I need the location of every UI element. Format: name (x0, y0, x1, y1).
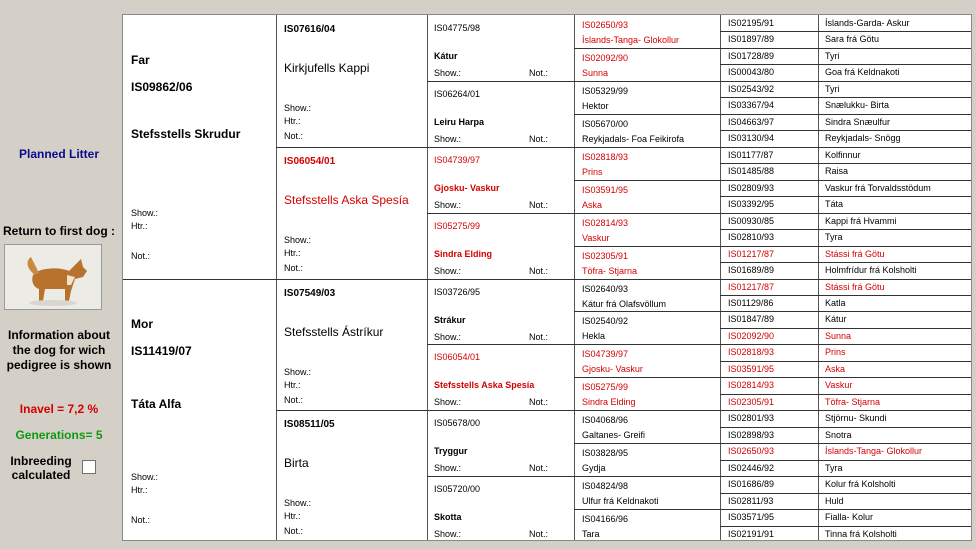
row-divider (720, 394, 972, 395)
grandparent-reg[interactable]: IS06054/01 (284, 156, 336, 167)
gen5-reg[interactable]: IS01847/89 (728, 314, 775, 324)
row-divider (720, 180, 972, 181)
column-divider (574, 15, 575, 541)
gen4-name[interactable]: Sunna (582, 68, 609, 78)
gen5-name[interactable]: Sindra Snæulfur (825, 117, 891, 127)
gen5-reg[interactable]: IS03591/95 (728, 364, 775, 374)
not-label: Not.: (284, 263, 304, 273)
gen4-reg[interactable]: IS02092/90 (582, 53, 629, 63)
gen5-reg[interactable]: IS02092/90 (728, 331, 775, 341)
great-grandparent-reg[interactable]: IS04739/97 (434, 155, 481, 165)
htr-label: Htr.: (284, 511, 301, 521)
not-label: Not.: (284, 395, 304, 405)
not-label: Not.: (529, 68, 549, 78)
gen4-name[interactable]: Vaskur (582, 233, 610, 243)
gen5-name[interactable]: Töfra- Stjarna (825, 397, 881, 407)
gen5-reg[interactable]: IS02801/93 (728, 413, 775, 423)
show-label: Show.: (434, 266, 462, 276)
gen5-name[interactable]: Íslands-Tanga- Glokollur (825, 446, 923, 456)
gen5-name[interactable]: Tyri (825, 51, 840, 61)
show-label: Show.: (434, 68, 462, 78)
great-grandparent-reg[interactable]: IS05720/00 (434, 484, 481, 494)
gen5-reg[interactable]: IS02195/91 (728, 18, 775, 28)
gen4-name[interactable]: Íslands-Tanga- Glokollur (582, 35, 680, 45)
row-divider (720, 213, 972, 214)
great-grandparent-name[interactable]: Gjosku- Vaskur (434, 183, 500, 193)
row-divider (720, 196, 972, 197)
gen4-name[interactable]: Aska (582, 200, 603, 210)
row-divider (720, 311, 972, 312)
gen4-reg[interactable]: IS04068/96 (582, 415, 629, 425)
gen5-name[interactable]: Fialla- Kolur (825, 512, 874, 522)
parent-name[interactable]: Táta Alfa (131, 397, 182, 411)
row-divider (720, 31, 972, 32)
htr-label: Htr.: (284, 248, 301, 258)
row-divider (720, 229, 972, 230)
great-grandparent-name[interactable]: Sindra Elding (434, 249, 493, 259)
great-grandparent-reg[interactable]: IS06264/01 (434, 89, 481, 99)
gen4-reg[interactable]: IS04166/96 (582, 514, 629, 524)
great-grandparent-name[interactable]: Strákur (434, 315, 466, 325)
gen5-name[interactable]: Prins (825, 347, 846, 357)
not-label: Not.: (529, 266, 549, 276)
great-grandparent-reg[interactable]: IS04775/98 (434, 23, 481, 33)
row-divider (720, 410, 972, 411)
great-grandparent-name[interactable]: Skotta (434, 512, 462, 522)
gen5-reg[interactable]: IS02543/92 (728, 84, 775, 94)
gen5-reg[interactable]: IS02898/93 (728, 430, 775, 440)
not-label: Not.: (529, 200, 549, 210)
parent-role: Far (131, 53, 150, 67)
grandparent-reg[interactable]: IS07549/03 (284, 288, 336, 299)
gen5-reg[interactable]: IS01217/87 (728, 282, 775, 292)
not-label: Not.: (131, 251, 151, 261)
show-label: Show.: (284, 235, 312, 245)
inbreeding-value: Inavel = 7,2 % (19, 402, 99, 416)
gen5-name[interactable]: Sunna (825, 331, 852, 341)
gen4-name[interactable]: Ulfur frá Keldnakoti (582, 496, 659, 506)
htr-label: Htr.: (284, 116, 301, 126)
gen5-name[interactable]: Táta (825, 199, 844, 209)
gen4-name[interactable]: Hektor (582, 101, 609, 111)
gen4-name[interactable]: Prins (582, 167, 603, 177)
row-divider (720, 130, 972, 131)
row-divider (720, 64, 972, 65)
column-divider (818, 15, 819, 541)
gen4-reg[interactable]: IS05275/99 (582, 382, 629, 392)
row-divider (720, 114, 972, 115)
gen5-name[interactable]: Kappi frá Hvammi (825, 216, 897, 226)
gen5-name[interactable]: Vaskur frá Torvaldsstödum (825, 183, 931, 193)
row-divider (720, 295, 972, 296)
gen5-reg[interactable]: IS02191/91 (728, 529, 775, 539)
gen5-name[interactable]: Íslands-Garda- Askur (825, 18, 910, 28)
show-label: Show.: (434, 397, 462, 407)
row-divider (720, 163, 972, 164)
show-label: Show.: (434, 463, 462, 473)
gen5-name[interactable]: Kátur (825, 314, 847, 324)
gen5-reg[interactable]: IS01728/89 (728, 51, 775, 61)
column-divider (720, 15, 721, 541)
gen5-reg[interactable]: IS03392/95 (728, 199, 775, 209)
gen5-name[interactable]: Sara frá Götu (825, 34, 880, 44)
gen5-name[interactable]: Aska (825, 364, 846, 374)
gen5-name[interactable]: Stássi frá Götu (825, 282, 885, 292)
row-divider (720, 526, 972, 527)
gen5-name[interactable]: Snotra (825, 430, 852, 440)
great-grandparent-name[interactable]: Tryggur (434, 446, 468, 456)
pedigree-table (122, 14, 972, 541)
gen4-name[interactable]: Töfra- Stjarna (582, 266, 638, 276)
not-label: Not.: (284, 131, 304, 141)
gen5-reg[interactable]: IS01129/86 (728, 298, 774, 308)
row-divider (720, 361, 972, 362)
parent-name[interactable]: Stefsstells Skrudur (131, 127, 241, 141)
gen4-name[interactable]: Gydja (582, 463, 606, 473)
show-label: Show.: (434, 134, 462, 144)
gen5-name[interactable]: Katla (825, 298, 846, 308)
gen5-reg[interactable]: IS02650/93 (728, 446, 775, 456)
generations-count: Generations= 5 (15, 428, 103, 442)
column-divider (427, 15, 428, 541)
gen5-name[interactable]: Tinna frá Kolsholti (825, 529, 897, 539)
parent-role: Mor (131, 317, 153, 331)
grandparent-reg[interactable]: IS08511/05 (284, 419, 335, 430)
gen5-name[interactable]: Reykjadals- Snögg (825, 133, 901, 143)
show-label: Show.: (284, 367, 312, 377)
gen5-reg[interactable]: IS01177/87 (728, 150, 774, 160)
gen5-name[interactable]: Tyra (825, 232, 843, 242)
gen4-reg[interactable]: IS02640/93 (582, 284, 629, 294)
not-label: Not.: (284, 526, 304, 536)
show-label: Show.: (434, 529, 462, 539)
gen4-reg[interactable]: IS03828/95 (582, 448, 629, 458)
great-grandparent-reg[interactable]: IS05678/00 (434, 418, 481, 428)
gen4-reg[interactable]: IS04824/98 (582, 481, 629, 491)
gen5-name[interactable]: Vaskur (825, 380, 853, 390)
gen5-name[interactable]: Holmfrídur frá Kolsholti (825, 265, 917, 275)
row-divider (720, 328, 972, 329)
show-label: Show.: (131, 472, 159, 482)
gen4-name[interactable]: Sindra Elding (582, 397, 636, 407)
gen4-name[interactable]: Reykjadals- Foa Feikirofa (582, 134, 685, 144)
gen5-reg[interactable]: IS01485/88 (728, 166, 775, 176)
show-label: Show.: (284, 498, 312, 508)
gen5-reg[interactable]: IS03571/95 (728, 512, 775, 522)
gen4-name[interactable]: Tara (582, 529, 600, 539)
row-divider (720, 509, 972, 510)
gen5-reg[interactable]: IS02811/93 (728, 496, 774, 506)
gen4-reg[interactable]: IS02305/91 (582, 251, 629, 261)
gen5-name[interactable]: Kolur frá Kolsholti (825, 479, 896, 489)
gen4-name[interactable]: Kátur frá Olafsvöllum (582, 299, 667, 309)
gen5-reg[interactable]: IS02809/93 (728, 183, 775, 193)
gen5-name[interactable]: Stássi frá Götu (825, 249, 885, 259)
row-divider (720, 279, 972, 280)
row-divider (720, 476, 972, 477)
grandparent-name[interactable]: Stefsstells Aska Spesía (284, 193, 409, 207)
parent-reg[interactable]: IS11419/07 (131, 344, 192, 358)
show-label: Show.: (284, 103, 312, 113)
grandparent-name[interactable]: Kirkjufells Kappi (284, 61, 370, 75)
gen5-name[interactable]: Snælukku- Birta (825, 100, 890, 110)
gen5-name[interactable]: Kolfinnur (825, 150, 861, 160)
row-divider (720, 493, 972, 494)
planned-litter-link[interactable]: Planned Litter (18, 147, 99, 161)
gen5-reg[interactable]: IS02810/93 (728, 232, 775, 242)
htr-label: Htr.: (284, 380, 301, 390)
grandparent-name[interactable]: Birta (284, 456, 309, 470)
row-divider (720, 81, 972, 82)
row-divider (720, 443, 972, 444)
gen4-reg[interactable]: IS05670/00 (582, 119, 629, 129)
show-label: Show.: (434, 200, 462, 210)
gen5-reg[interactable]: IS01897/89 (728, 34, 775, 44)
grandparent-name[interactable]: Stefsstells Ástríkur (284, 325, 384, 339)
row-divider (720, 97, 972, 98)
parent-reg[interactable]: IS09862/06 (131, 80, 193, 94)
gen5-reg[interactable]: IS00043/80 (728, 67, 775, 77)
show-label: Show.: (131, 208, 159, 218)
great-grandparent-reg[interactable]: IS06054/01 (434, 352, 481, 362)
return-to-first-dog-button[interactable] (4, 244, 102, 310)
gen5-name[interactable]: Goa frá Keldnakoti (825, 67, 900, 77)
gen5-name[interactable]: Raisa (825, 166, 849, 176)
gen5-reg[interactable]: IS01689/89 (728, 265, 775, 275)
row-divider (720, 147, 972, 148)
not-label: Not.: (529, 134, 549, 144)
not-label: Not.: (131, 515, 151, 525)
gen4-reg[interactable]: IS05329/99 (582, 86, 629, 96)
great-grandparent-reg[interactable]: IS05275/99 (434, 221, 481, 231)
gen5-reg[interactable]: IS04663/97 (728, 117, 775, 127)
gen5-name[interactable]: Huld (825, 496, 844, 506)
grandparent-reg[interactable]: IS07616/04 (284, 24, 336, 35)
gen4-name[interactable]: Hekla (582, 331, 606, 341)
show-label: Show.: (434, 332, 462, 342)
gen4-name[interactable]: Galtanes- Greifi (582, 430, 646, 440)
htr-label: Htr.: (131, 221, 148, 231)
gen4-name[interactable]: Gjosku- Vaskur (582, 364, 643, 374)
gen4-reg[interactable]: IS04739/97 (582, 349, 629, 359)
gen5-reg[interactable]: IS03367/94 (728, 100, 775, 110)
gen5-name[interactable]: Tyra (825, 463, 843, 473)
info-text: Information about the dog for wich pedigree is shown (6, 328, 112, 372)
not-label: Not.: (529, 529, 549, 539)
htr-label: Htr.: (131, 485, 148, 495)
gen4-reg[interactable]: IS02814/93 (582, 218, 629, 228)
row-divider (720, 460, 972, 461)
row-divider (720, 344, 972, 345)
gen5-reg[interactable]: IS01686/89 (728, 479, 775, 489)
gen5-reg[interactable]: IS02818/93 (728, 347, 775, 357)
gen4-reg[interactable]: IS02540/92 (582, 316, 629, 326)
not-label: Not.: (529, 463, 549, 473)
column-divider (276, 15, 277, 541)
sidebar (0, 0, 118, 549)
gen5-reg[interactable]: IS03130/94 (728, 133, 775, 143)
row-divider (720, 377, 972, 378)
dog-photo-icon (5, 245, 101, 309)
row-divider (720, 246, 972, 247)
great-grandparent-name[interactable]: Stefsstells Aska Spesía (434, 380, 535, 390)
gen5-reg[interactable]: IS02305/91 (728, 397, 775, 407)
not-label: Not.: (529, 397, 549, 407)
return-to-first-dog-label: Return to first dog : (3, 224, 115, 238)
gen5-reg[interactable]: IS01217/87 (728, 249, 775, 259)
row-divider (720, 427, 972, 428)
gen4-reg[interactable]: IS03591/95 (582, 185, 629, 195)
great-grandparent-reg[interactable]: IS03726/95 (434, 287, 481, 297)
not-label: Not.: (529, 332, 549, 342)
gen5-reg[interactable]: IS00930/85 (728, 216, 775, 226)
inbreeding-calculated-label: Inbreeding calculated (10, 454, 72, 482)
great-grandparent-name[interactable]: Kátur (434, 51, 458, 61)
gen5-name[interactable]: Stjörnu- Skundi (825, 413, 887, 423)
gen4-reg[interactable]: IS02818/93 (582, 152, 629, 162)
gen5-reg[interactable]: IS02814/93 (728, 380, 775, 390)
row-divider (720, 48, 972, 49)
gen4-reg[interactable]: IS02650/93 (582, 20, 629, 30)
gen5-reg[interactable]: IS02446/92 (728, 463, 775, 473)
gen5-name[interactable]: Tyri (825, 84, 840, 94)
row-divider (720, 262, 972, 263)
great-grandparent-name[interactable]: Leiru Harpa (434, 117, 485, 127)
inbreeding-calculated-checkbox[interactable] (82, 460, 96, 474)
